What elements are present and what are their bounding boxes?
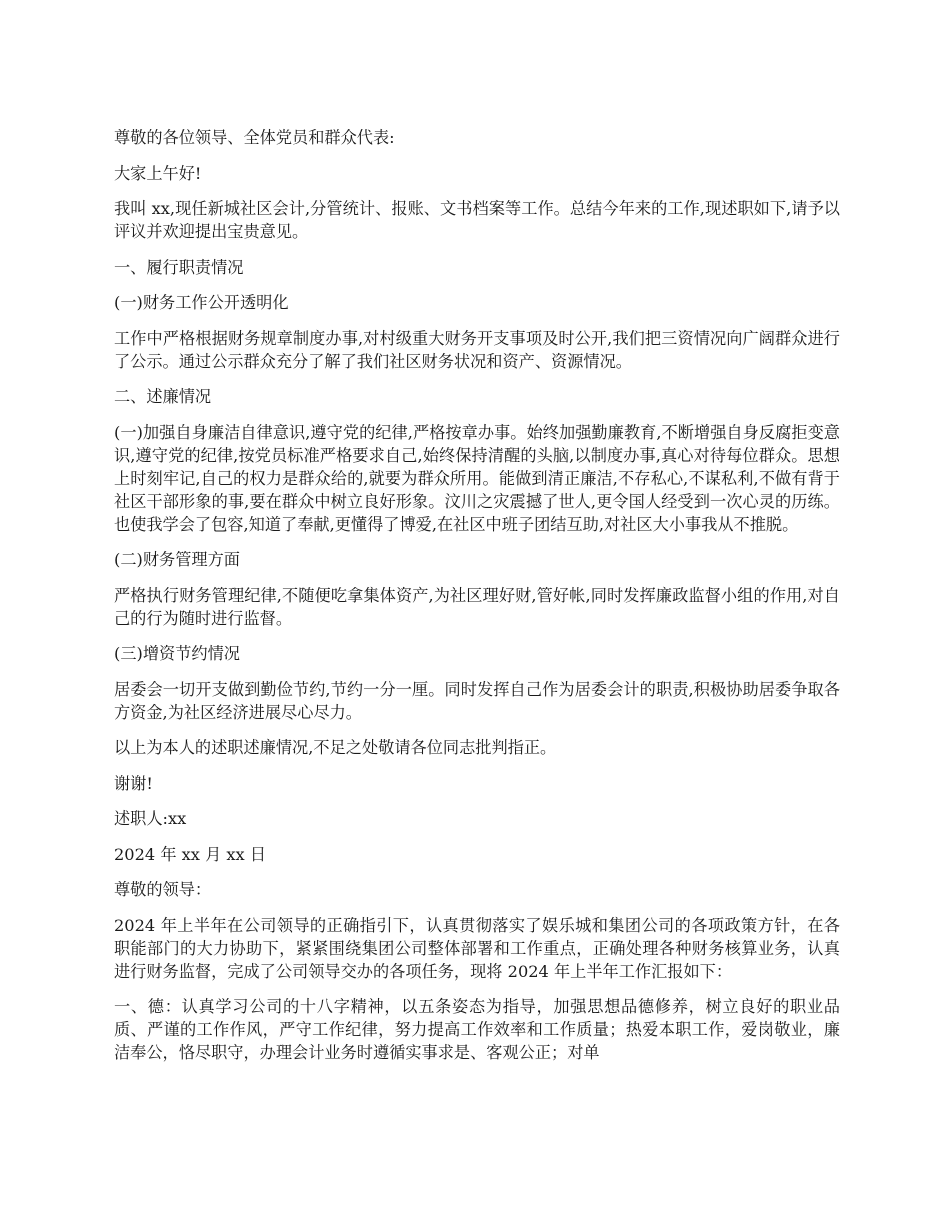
body-paragraph-ethics: 一、德：认真学习公司的十八字精神，以五条姿态为指导，加强思想品德修养，树立良好的职业品质、严谨的工作作风，严守工作纪律，努力提高工作效率和工作质量；热爱本职工作，爱岗敬业，廉洁奉公，恪尽职守，办理会计业务时遵循实事求是、客观公正；对单 xyxy=(114,997,840,1062)
salutation: 尊敬的各位领导、全体党员和群众代表: xyxy=(114,128,395,147)
closing-paragraph: 以上为本人的述职述廉情况,不足之处敬请各位同志批判指正。 xyxy=(114,738,557,757)
section-heading-integrity: 二、述廉情况 xyxy=(114,387,212,406)
section-heading-duties: 一、履行职责情况 xyxy=(114,257,244,277)
salutation-second: 尊敬的领导： xyxy=(114,880,212,899)
intro-paragraph: 我叫 xx,现任新城社区会计,分管统计、报账、文书档案等工作。总结今年来的工作,现述职如下,请予以评议并欢迎提出宝贵意见。 xyxy=(114,199,840,241)
body-paragraph: 工作中严格根据财务规章制度办事,对村级重大财务开支事项及时公开,我们把三资情况向广阔群众进行了公示。通过公示群众充分了解了我们社区财务状况和资产、资源情况。 xyxy=(114,328,840,371)
body-paragraph: 严格执行财务管理纪律,不随便吃拿集体资产,为社区理好财,管好帐,同时发挥廉政监督小组的作用,对自己的行为随时进行监督。 xyxy=(114,585,840,628)
signature-line: 述职人:xx xyxy=(114,809,187,828)
date-line: 2024 年 xx 月 xx 日 xyxy=(114,844,267,864)
report-intro-paragraph: 2024 年上半年在公司领导的正确指引下，认真贯彻落实了娱乐城和集团公司的各项政策方针，在各职能部门的大力协助下，紧紧围绕集团公司整体部署和工作重点，正确处理各种财务核算业务，认真进行财务监督，完成了公司领导交办的各项任务，现将 2024 年上半年工作汇报如下： xyxy=(114,915,840,981)
thanks-line: 谢谢! xyxy=(114,773,153,793)
greeting: 大家上午好! xyxy=(114,163,202,183)
subheading-finance-transparency: (一)财务工作公开透明化 xyxy=(114,293,289,312)
body-paragraph: 居委会一切开支做到勤俭节约,节约一分一厘。同时发挥自己作为居委会计的职责,积极协助居委争取各方资金,为社区经济进展尽心尽力。 xyxy=(114,679,840,722)
subheading-finance-management: (二)财务管理方面 xyxy=(114,550,240,569)
document-body xyxy=(114,126,840,1077)
subheading-savings: (三)增资节约情况 xyxy=(114,644,240,663)
body-paragraph: (一)加强自身廉洁自律意识,遵守党的纪律,严格按章办事。始终加强勤廉教育,不断增强自身反腐拒变意识,遵守党的纪律,按党员标准严格要求自己,始终保持清醒的头脑,以制度办事,真心对待每位群众。思想上时刻牢记,自己的权力是群众给的,就要为群众所用。能做到清正廉洁,不存私心,不谋私利,不做有背于社区干部形象的事,要在群众中树立良好形象。汶川之灾震撼了世人,更令国人经受到一次心灵的历练。也使我学会了包容,知道了奉献,更懂得了博爱,在社区中班子团结互助,对社区大小事我从不推脱。 xyxy=(114,422,840,534)
